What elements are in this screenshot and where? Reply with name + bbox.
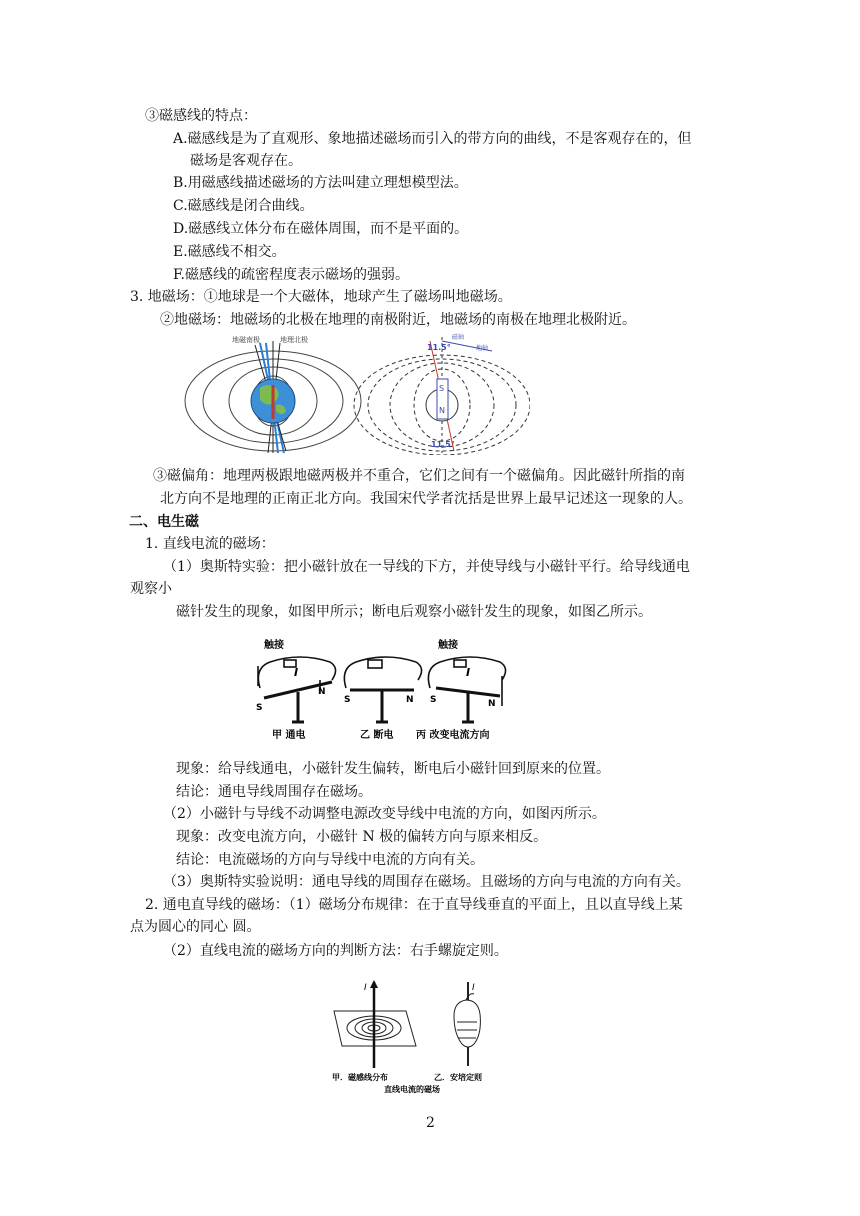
point-c: C.磁感线是闭合曲线。 — [173, 198, 314, 214]
oersted-experiment-1: （1）奥斯特实验：把小磁针放在一导线的下方，并使导线与小磁针平行。给导线通电 — [163, 559, 690, 575]
caption-powered: 甲 通电 — [272, 730, 306, 741]
oersted-experiment-3: 磁针发生的现象，如图甲所示；断电后观察小磁针发生的现象，如图乙所示。 — [176, 604, 652, 620]
s-c: S — [430, 695, 437, 705]
step-2: （2）小磁针与导线不动调整电源改变导线中电流的方向，如图丙所示。 — [163, 806, 606, 822]
phenomenon-1: 现象：给导线通电，小磁针发生偏转，断电后小磁针回到原来的位置。 — [176, 761, 610, 777]
straight-wire-field-figure — [326, 976, 506, 1096]
panel-off — [344, 657, 421, 722]
figure-title: 直线电流的磁场 — [384, 1085, 440, 1094]
s-a: S — [256, 703, 263, 713]
section-heading-electromagnetism: 二、电生磁 — [129, 514, 199, 530]
label-geomag-south: 地磁南极 — [232, 336, 260, 344]
touch-label-a: 触接 — [264, 640, 284, 651]
point-d: D.磁感线立体分布在磁体周围，而不是平面的。 — [173, 221, 469, 237]
pole-s: S — [439, 384, 445, 393]
caption-field-distribution: 甲．磁感线分布 — [332, 1073, 388, 1082]
declination-line-2: 北方向不是地理的正南正北方向。我国宋代学者沈括是世界上最早记述这一现象的人。 — [160, 491, 692, 507]
hand-current: I — [472, 983, 475, 993]
page-number: 2 — [426, 1115, 435, 1131]
touch-label-c: 触接 — [438, 640, 458, 651]
heading-field-line-features: ③磁感线的特点： — [145, 108, 257, 124]
straight-wire-field-1: 2. 通电直导线的磁场：（1）磁场分布规律：在于直导线垂直的平面上，且以直导线上某 — [145, 897, 683, 913]
conclusion-1: 结论：通电导线周围存在磁场。 — [176, 784, 372, 800]
caption-off: 乙 断电 — [360, 730, 394, 741]
caption-reversed: 丙 改变电流方向 — [416, 730, 490, 741]
geomagnetism-poles: ②地磁场：地磁场的北极在地理的南极附近，地磁场的南极在地理北极附近。 — [160, 312, 636, 328]
n-b: N — [406, 695, 414, 705]
oersted-experiment-figure — [250, 636, 522, 746]
conclusion-2: 结论：电流磁场的方向与导线中电流的方向有关。 — [176, 852, 484, 868]
point-e: E.磁感线不相交。 — [173, 244, 286, 260]
point-b: B.用磁感线描述磁场的方法叫建立理想模型法。 — [173, 175, 468, 191]
right-hand-icon — [454, 982, 480, 1066]
wire-current: I — [364, 983, 367, 993]
pole-n: N — [439, 406, 445, 415]
phenomenon-2: 现象：改变电流方向，小磁针 N 极的偏转方向与原来相反。 — [176, 829, 548, 845]
n-a: N — [318, 687, 326, 697]
declination-line-1: ③磁偏角：地理两极跟地磁两极并不重合，它们之间有一个磁偏角。因此磁针所指的南 — [153, 468, 685, 484]
angle-top: 11.5° — [427, 343, 451, 352]
oersted-experiment-2: 观察小 — [130, 581, 172, 597]
label-geo-axis: 地轴 — [476, 345, 489, 352]
label-mag-axis: 磁轴 — [452, 334, 465, 341]
current-c: I — [466, 666, 471, 679]
step-3: （3）奥斯特实验说明：通电导线的周围存在磁场。且磁场的方向与电流的方向有关。 — [163, 874, 690, 890]
point-a-cont: 磁场是客观存在。 — [190, 153, 302, 169]
angle-bottom: 11.5° — [431, 440, 455, 449]
point-a: A.磁感线是为了直观形、象地描述磁场而引入的带方向的曲线，不是客观存在的，但 — [173, 131, 692, 147]
section-geomagnetism: 3. 地磁场：①地球是一个大磁体，地球产生了磁场叫地磁场。 — [130, 289, 512, 305]
subsection-straight-current: 1. 直线电流的磁场： — [145, 536, 275, 552]
n-c: N — [488, 699, 496, 709]
right-hand-rule: （2）直线电流的磁场方向的判断方法：右手螺旋定则。 — [163, 943, 508, 959]
label-geo-north: 地理北极 — [280, 336, 308, 344]
s-b: S — [344, 695, 351, 705]
straight-wire-field-2: 点为圆心的同心 圆。 — [130, 919, 261, 935]
current-a: I — [294, 666, 299, 679]
point-f: F.磁感线的疏密程度表示磁场的强弱。 — [173, 267, 409, 283]
caption-ampere-rule: 乙．安培定则 — [434, 1073, 482, 1082]
earth-magnetic-field-figure — [180, 333, 530, 455]
